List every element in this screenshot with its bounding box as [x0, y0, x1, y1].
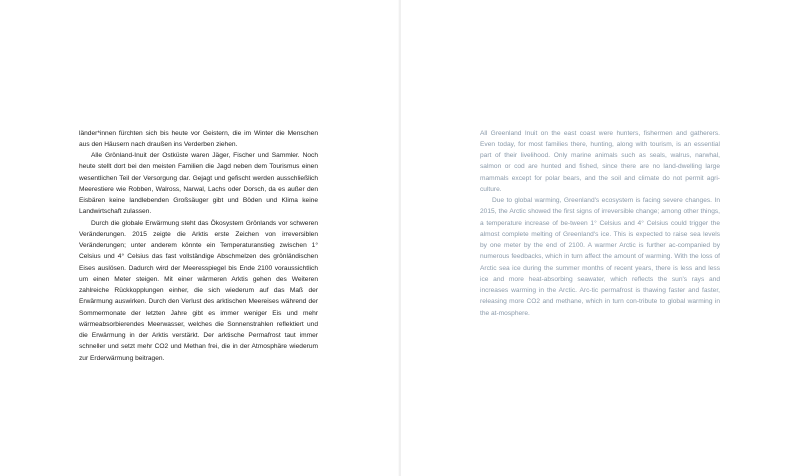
right-page	[401, 0, 800, 476]
left-page	[0, 0, 399, 476]
german-paragraph-2: Alle Grönland-Inuit der Ostküste waren Jäger, Fischer und Sammler. Noch heute stellt dort bei den meisten Familien die Jagd neben dem Tourismus einen wesentlichen Teil der Versorgung dar. Gejagt und gefischt werden ausschließlich Meerestiere wie Robben, Walross, Narwal, Lachs oder Dorsch, da es außer den Eisbären keine landlebenden Großsäuger gibt und Böden und Klima keine Landwirtschaft zulassen.	[79, 152, 318, 216]
english-paragraph-1: All Greenland Inuit on the east coast were hunters, fishermen and gatherers. Even today, for most families there, hunting, along with tourism, is an essential part of their livelihood. Only marine animals such as seals, walrus, narwhal, salmon or cod are hunted and fished, since there are no land-dwelling large mammals except for polar bears, and the soil and climate do not permit agri-culture.	[480, 129, 720, 193]
german-paragraph-3: Durch die globale Erwärmung steht das Ökosystem Grönlands vor schweren Veränderungen. 2015 zeigte die Arktis erste Zeichen von irreversiblen Veränderungen; unter anderem könnte ein Temperaturanstieg zwischen 1° Celsius und 4° Celsius das fast vollständige Abschmelzen des grönländischen Eises auslösen. Dadurch wird der Meeresspiegel bis Ende 2100 voraussichtlich um einen Meter steigen. Mit einer wärmeren Arktis gehen des Weiteren zahlreiche Rückkopplungen einher, die sich wiederum auf das Maß der Erwärmung auswirken. Durch den Verlust des arktischen Meereises während der Sommermonate der letzten Jahre gibt es immer weniger Eis und mehr wärmeabsorbierendes Meerwasser, welches die Sonnenstrahlen reflektiert und die Erwärmung in der Arktis verstärkt. Der arktische Permafrost taut immer schneller und setzt mehr CO2 und Methan frei, die in der Atmosphäre wiederum zur Erderwärmung beitragen.	[79, 219, 318, 362]
german-text-block	[79, 128, 318, 364]
english-text-block	[480, 128, 720, 319]
german-paragraph-1: länder*innen fürchten sich bis heute vor Geistern, die im Winter die Menschen aus den Häusern nach draußen ins Verderben ziehen.	[79, 129, 318, 148]
english-paragraph-2: Due to global warming, Greenland's ecosystem is facing severe changes. In 2015, the Arctic showed the first signs of irreversible change; among other things, a temperature increase of be-tween 1° Celsius and 4° Celsius could trigger the almost complete melting of Greenland's ice. This is expected to raise sea levels by one meter by the end of 2100. A warmer Arctic is further ac-companied by numerous feedbacks, which in turn affect the amount of warming. With the loss of Arctic sea ice during the summer months of recent years, there is less and less ice and more heat-absorbing seawater, which reflects the sun's rays and increases warming in the Arctic. Arc-tic permafrost is thawing faster and faster, releasing more CO2 and methane, which in turn con-tribute to global warming in the at-mosphere.	[480, 197, 720, 317]
